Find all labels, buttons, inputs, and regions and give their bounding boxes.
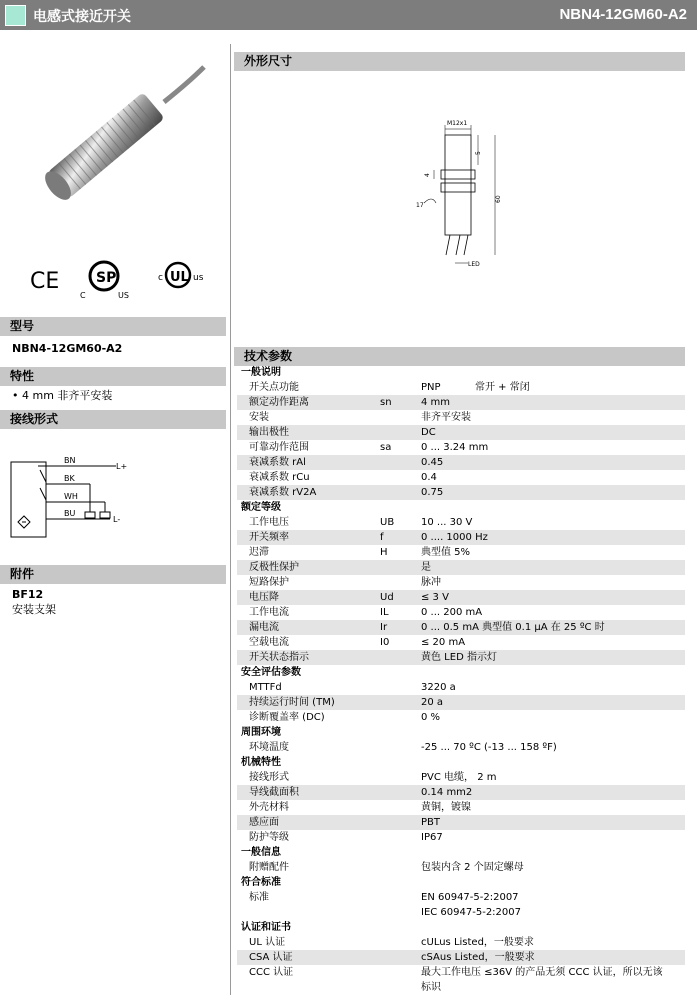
spec-c3: PVC 电缆， 2 m <box>421 772 497 783</box>
spec-c2: UB <box>380 517 395 528</box>
spec-c3: 0 % <box>421 712 441 723</box>
spec-c3: 0 ... 200 mA <box>421 607 483 618</box>
spec-c1: 反极性保护 <box>249 562 299 573</box>
spec-c1: 机械特性 <box>241 757 281 768</box>
spec-row <box>237 770 685 785</box>
spec-group-header <box>237 500 685 515</box>
column-divider <box>230 44 231 995</box>
spec-row <box>237 800 685 815</box>
spec-c1: 短路保护 <box>249 577 289 588</box>
spec-c1: 漏电流 <box>249 622 279 633</box>
spec-c1: 导线截面积 <box>249 787 299 798</box>
spec-c3: 脉冲 <box>421 577 441 588</box>
spec-row <box>237 530 685 545</box>
spec-c3: 0.75 <box>421 487 444 498</box>
spec-c3: -25 ... 70 ºC (-13 ... 158 ºF) <box>421 742 557 753</box>
spec-row <box>237 680 685 695</box>
spec-row <box>237 935 685 950</box>
svg-text:M12x1: M12x1 <box>447 120 468 127</box>
spec-row <box>237 575 685 590</box>
spec-row <box>237 890 685 920</box>
spec-c2: IL <box>380 607 389 618</box>
spec-c1: 附赠配件 <box>249 862 289 873</box>
spec-c1: 开关频率 <box>249 532 289 543</box>
spec-c3: 0.45 <box>421 457 444 468</box>
spec-group-header <box>237 920 685 935</box>
features-item: • 4 mm 非齐平安装 <box>12 389 113 402</box>
features-heading: 特性 <box>0 367 226 386</box>
spec-c1: 感应面 <box>249 817 279 828</box>
svg-text:UL: UL <box>170 270 189 285</box>
spec-group-header <box>237 875 685 890</box>
spec-c1: 一般信息 <box>241 847 281 858</box>
spec-c3: 0 .... 1000 Hz <box>421 532 488 543</box>
brand-logo-icon <box>5 5 26 26</box>
spec-row <box>237 740 685 755</box>
spec-c1: 接线形式 <box>249 772 289 783</box>
svg-text:C: C <box>80 291 86 300</box>
spec-row <box>237 485 685 500</box>
spec-c3: cULus Listed，一般要求 <box>421 937 534 948</box>
spec-c1: 迟滞 <box>249 547 269 558</box>
spec-c3: 10 ... 30 V <box>421 517 473 528</box>
spec-c3: cSAus Listed，一般要求 <box>421 952 535 963</box>
spec-c3: 0.14 mm2 <box>421 787 473 798</box>
spec-row <box>237 620 685 635</box>
spec-c1: 衰减系数 rV2A <box>249 487 317 498</box>
spec-c2: Ir <box>380 622 388 633</box>
spec-row <box>237 815 685 830</box>
spec-c3line2: 标识 <box>421 982 441 993</box>
svg-text:LED: LED <box>468 261 480 268</box>
spec-row <box>237 650 685 665</box>
svg-text:WH: WH <box>64 492 78 501</box>
spec-c3: 4 mm <box>421 397 451 408</box>
svg-text:17: 17 <box>416 202 424 209</box>
spec-c1: 工作电流 <box>249 607 289 618</box>
spec-group-header <box>237 725 685 740</box>
spec-c3: 0 ... 0.5 mA 典型值 0.1 µA 在 25 ºC 时 <box>421 622 605 633</box>
spec-c1: 外壳材料 <box>249 802 289 813</box>
svg-text:BK: BK <box>64 474 75 483</box>
dimensions-heading: 外形尺寸 <box>234 52 685 71</box>
spec-c1: 可靠动作范围 <box>249 442 309 453</box>
spec-row <box>237 410 685 425</box>
certification-logos <box>20 258 220 303</box>
svg-text:4: 4 <box>424 173 431 177</box>
spec-row <box>237 425 685 440</box>
spec-c2: sa <box>380 442 392 453</box>
spec-row <box>237 695 685 710</box>
spec-c3: DC <box>421 427 436 438</box>
wiring-heading: 接线形式 <box>0 410 226 429</box>
spec-c3: 非齐平安装 <box>421 412 471 423</box>
spec-c2: H <box>380 547 388 558</box>
spec-c1: 标准 <box>249 892 269 903</box>
spec-row <box>237 605 685 620</box>
ce-mark-icon: CE <box>30 269 60 294</box>
spec-c1: 诊断覆盖率 (DC) <box>249 712 325 723</box>
spec-c2: f <box>380 532 384 543</box>
header-bar <box>0 0 697 30</box>
spec-group-header <box>237 665 685 680</box>
spec-c3b: 常开 + 常闭 <box>475 382 530 393</box>
spec-c1: 开关点功能 <box>249 382 299 393</box>
spec-c1: 周围环境 <box>241 727 281 738</box>
spec-row <box>237 710 685 725</box>
wiring-diagram <box>10 452 140 542</box>
spec-c3: 20 a <box>421 697 444 708</box>
spec-row <box>237 635 685 650</box>
dimension-drawing <box>410 115 515 275</box>
tech-heading: 技术参数 <box>234 347 685 366</box>
spec-c1: 额定等级 <box>241 502 281 513</box>
spec-c3line2: IEC 60947-5-2:2007 <box>421 907 521 918</box>
spec-row <box>237 950 685 965</box>
spec-row <box>237 380 685 395</box>
spec-c1: 衰减系数 rCu <box>249 472 310 483</box>
svg-text:L+: L+ <box>116 462 128 471</box>
svg-text:L-: L- <box>113 515 121 524</box>
spec-group-header <box>237 845 685 860</box>
spec-c3: IP67 <box>421 832 443 843</box>
svg-text:60: 60 <box>495 195 502 203</box>
spec-c1: 认证和证书 <box>241 922 291 933</box>
accessory-desc: 安装支架 <box>12 603 56 616</box>
accessories-heading: 附件 <box>0 565 226 584</box>
svg-text:c: c <box>158 273 163 283</box>
spec-c3: 3220 a <box>421 682 456 693</box>
spec-c3: 0.4 <box>421 472 437 483</box>
spec-row <box>237 395 685 410</box>
svg-text:BN: BN <box>64 456 76 465</box>
spec-c2: Ud <box>380 592 394 603</box>
spec-c2: sn <box>380 397 392 408</box>
spec-c3: ≤ 20 mA <box>421 637 466 648</box>
spec-c1: UL 认证 <box>249 937 286 948</box>
spec-c1: CCC 认证 <box>249 967 294 978</box>
spec-row <box>237 965 685 995</box>
spec-c1: 符合标准 <box>241 877 281 888</box>
spec-c1: 一般说明 <box>241 367 281 378</box>
spec-row <box>237 545 685 560</box>
spec-c1: 安装 <box>249 412 269 423</box>
spec-c3: 是 <box>421 562 431 573</box>
spec-c1: 衰减系数 rAl <box>249 457 306 468</box>
spec-c3: EN 60947-5-2:2007 <box>421 892 519 903</box>
spec-c2: I0 <box>380 637 390 648</box>
spec-row <box>237 470 685 485</box>
spec-c1: 电压降 <box>249 592 279 603</box>
svg-text:SP: SP <box>96 270 117 286</box>
spec-row <box>237 455 685 470</box>
spec-row <box>237 590 685 605</box>
spec-row <box>237 860 685 875</box>
spec-c3: PNP <box>421 382 441 393</box>
spec-c3: 典型值 5% <box>421 547 471 558</box>
spec-c3: 最大工作电压 ≤36V 的产品无须 CCC 认证，所以无该 <box>421 967 663 978</box>
type-value: NBN4-12GM60-A2 <box>12 342 123 355</box>
spec-c3: 黄铜，镀镍 <box>421 802 471 813</box>
spec-c3: PBT <box>421 817 440 828</box>
spec-c1: 输出极性 <box>249 427 289 438</box>
svg-text:5: 5 <box>475 151 482 155</box>
svg-text:us: us <box>193 273 204 283</box>
spec-c3: ≤ 3 V <box>421 592 449 603</box>
spec-c1: 工作电压 <box>249 517 289 528</box>
spec-c1: MTTFd <box>249 682 282 693</box>
spec-c1: 开关状态指示 <box>249 652 309 663</box>
spec-c1: 防护等级 <box>249 832 289 843</box>
svg-text:US: US <box>118 291 129 300</box>
spec-row <box>237 830 685 845</box>
spec-c1: 空载电流 <box>249 637 289 648</box>
model-number: NBN4-12GM60-A2 <box>559 6 687 23</box>
spec-c1: CSA 认证 <box>249 952 293 963</box>
spec-c3: 包装内含 2 个固定螺母 <box>421 862 524 873</box>
spec-group-header <box>237 365 685 380</box>
spec-c1: 安全评估参数 <box>241 667 301 678</box>
sensor-photo <box>14 52 214 232</box>
spec-row <box>237 440 685 455</box>
spec-c3: 0 ... 3.24 mm <box>421 442 489 453</box>
accessory-name: BF12 <box>12 588 44 601</box>
spec-row <box>237 515 685 530</box>
spec-c1: 额定动作距离 <box>249 397 309 408</box>
spec-c3: 黄色 LED 指示灯 <box>421 652 497 663</box>
spec-c1: 持续运行时间 (TM) <box>249 697 335 708</box>
spec-row <box>237 785 685 800</box>
tech-spec-table <box>237 365 685 995</box>
type-heading: 型号 <box>0 317 226 336</box>
spec-c1: 环境温度 <box>249 742 289 753</box>
svg-text:BU: BU <box>64 509 76 518</box>
spec-group-header <box>237 755 685 770</box>
page-title: 电感式接近开关 <box>33 9 131 25</box>
spec-row <box>237 560 685 575</box>
